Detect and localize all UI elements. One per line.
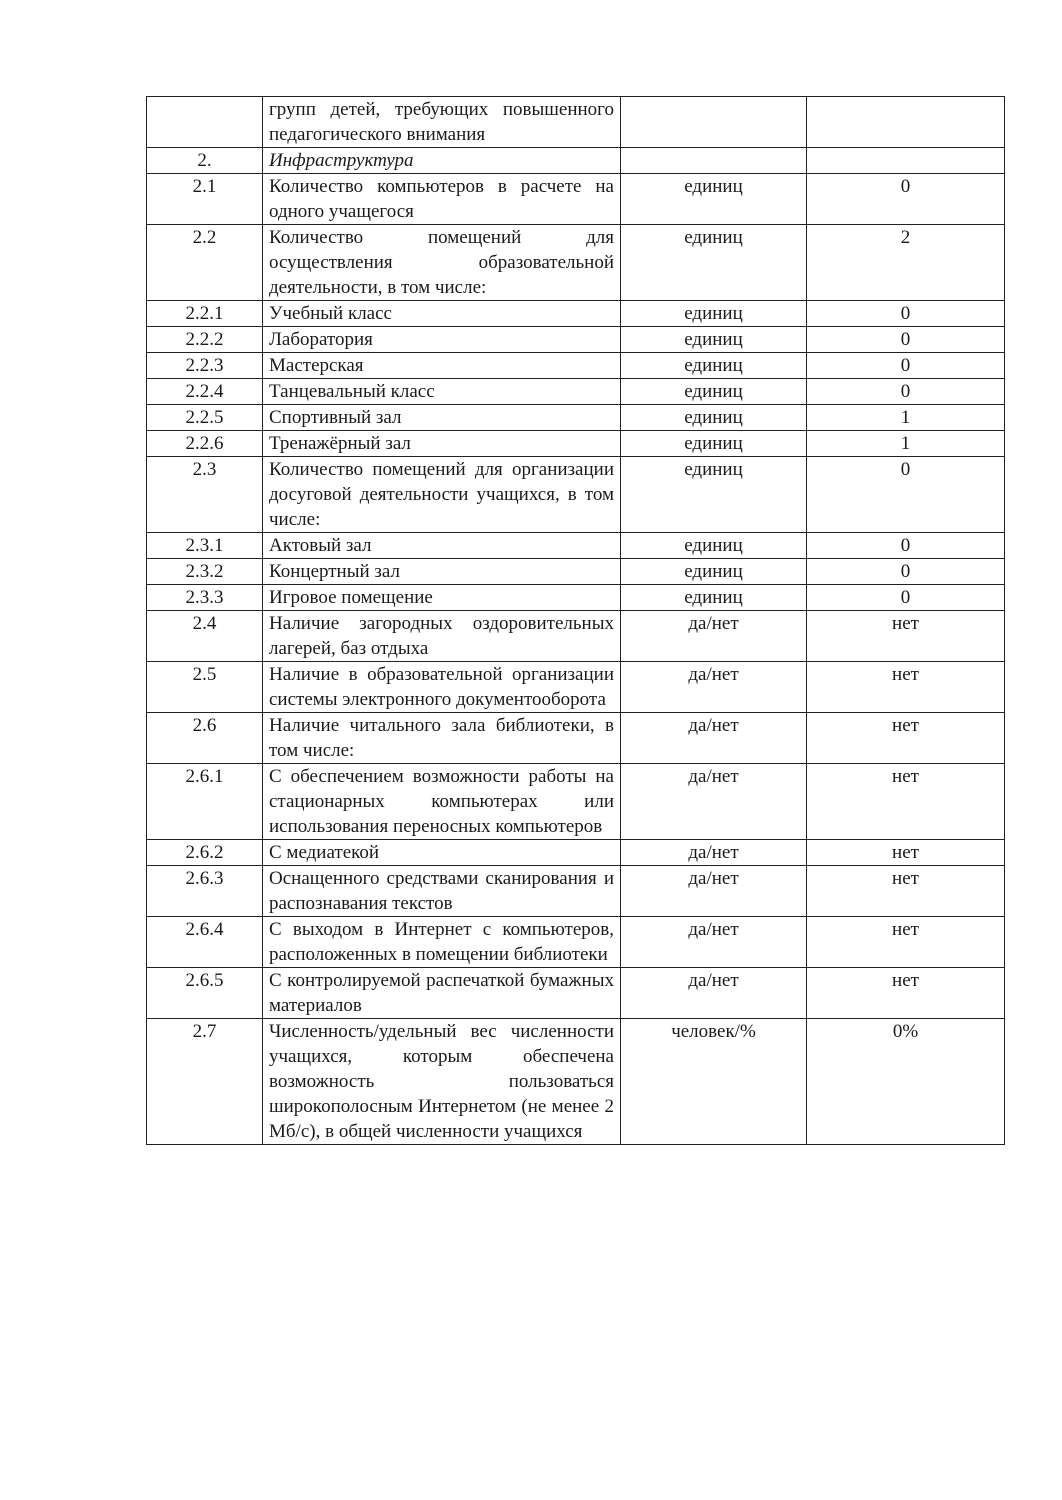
table-row [147,968,1005,1019]
row-unit: единиц [621,585,807,611]
table-body [147,97,1005,1145]
row-unit: единиц [621,353,807,379]
row-value: нет [807,968,1005,1019]
row-unit: человек/% [621,1019,807,1145]
row-unit: единиц [621,225,807,301]
row-number: 2.6.5 [147,968,263,1019]
row-number: 2.6.2 [147,840,263,866]
table-row [147,764,1005,840]
row-value: нет [807,840,1005,866]
row-value: 0% [807,1019,1005,1145]
row-unit: да/нет [621,764,807,840]
row-unit: да/нет [621,840,807,866]
table-row [147,866,1005,917]
table-row [147,662,1005,713]
row-description: Наличие читального зала библиотеки, в том числе: [263,713,621,764]
row-description: Игровое помещение [263,585,621,611]
row-description: С контролируемой распечаткой бумажных материалов [263,968,621,1019]
row-value [807,97,1005,148]
row-value: нет [807,866,1005,917]
row-unit: единиц [621,327,807,353]
row-description: Танцевальный класс [263,379,621,405]
row-number: 2.6.1 [147,764,263,840]
table-row [147,97,1005,148]
row-unit: да/нет [621,713,807,764]
row-unit [621,97,807,148]
row-value: 0 [807,533,1005,559]
row-unit: да/нет [621,917,807,968]
row-value: 0 [807,174,1005,225]
row-number: 2.3.1 [147,533,263,559]
row-description: Концертный зал [263,559,621,585]
row-description: Численность/удельный вес численности учащихся, которым обеспечена возможность пользоваться широкополосным Интернетом (не менее 2 Мб/с), в общей численности учащихся [263,1019,621,1145]
table-row [147,301,1005,327]
row-description: С медиатекой [263,840,621,866]
row-number: 2.1 [147,174,263,225]
row-unit: единиц [621,174,807,225]
row-value: 2 [807,225,1005,301]
row-description: Наличие загородных оздоровительных лагерей, баз отдыха [263,611,621,662]
row-value: 1 [807,405,1005,431]
row-unit: да/нет [621,968,807,1019]
table-row [147,379,1005,405]
row-value: 0 [807,301,1005,327]
row-unit: единиц [621,533,807,559]
row-value: нет [807,713,1005,764]
row-number: 2.5 [147,662,263,713]
row-unit: единиц [621,405,807,431]
row-number: 2.3.3 [147,585,263,611]
row-description: Учебный класс [263,301,621,327]
table-row [147,174,1005,225]
row-value: нет [807,764,1005,840]
table-row [147,148,1005,174]
row-number: 2.2.3 [147,353,263,379]
row-number: 2.2.6 [147,431,263,457]
row-description: Наличие в образовательной организации системы электронного документооборота [263,662,621,713]
row-description: групп детей, требующих повышенного педагогического внимания [263,97,621,148]
row-description: Мастерская [263,353,621,379]
row-number: 2. [147,148,263,174]
row-number: 2.6 [147,713,263,764]
row-value: нет [807,662,1005,713]
infrastructure-table [146,96,1005,1145]
row-value: 0 [807,457,1005,533]
row-description: Лаборатория [263,327,621,353]
row-number: 2.4 [147,611,263,662]
table-row [147,611,1005,662]
table-row [147,327,1005,353]
row-value: нет [807,611,1005,662]
row-description: С выходом в Интернет с компьютеров, расположенных в помещении библиотеки [263,917,621,968]
row-description: Тренажёрный зал [263,431,621,457]
row-description: Количество помещений для организации досуговой деятельности учащихся, в том числе: [263,457,621,533]
table-row [147,713,1005,764]
row-unit [621,148,807,174]
table-row [147,353,1005,379]
row-description: Количество компьютеров в расчете на одного учащегося [263,174,621,225]
table-row [147,405,1005,431]
row-value: 0 [807,327,1005,353]
row-number: 2.3.2 [147,559,263,585]
row-description: Оснащенного средствами сканирования и распознавания текстов [263,866,621,917]
row-number [147,97,263,148]
row-number: 2.6.3 [147,866,263,917]
table-row [147,585,1005,611]
row-value [807,148,1005,174]
table-row [147,431,1005,457]
row-number: 2.2.5 [147,405,263,431]
row-number: 2.2 [147,225,263,301]
row-unit: единиц [621,559,807,585]
row-number: 2.3 [147,457,263,533]
table-row [147,917,1005,968]
row-value: 0 [807,379,1005,405]
row-unit: да/нет [621,611,807,662]
row-number: 2.7 [147,1019,263,1145]
row-unit: единиц [621,301,807,327]
row-description: Актовый зал [263,533,621,559]
table-row [147,225,1005,301]
row-number: 2.2.1 [147,301,263,327]
row-description: С обеспечением возможности работы на стационарных компьютерах или использования переносных компьютеров [263,764,621,840]
row-value: 0 [807,559,1005,585]
row-unit: единиц [621,457,807,533]
table-row [147,559,1005,585]
row-number: 2.2.4 [147,379,263,405]
row-unit: единиц [621,431,807,457]
row-unit: да/нет [621,662,807,713]
row-number: 2.2.2 [147,327,263,353]
row-description: Спортивный зал [263,405,621,431]
row-description: Количество помещений для осуществления образовательной деятельности, в том числе: [263,225,621,301]
table-row [147,840,1005,866]
row-description: Инфраструктура [263,148,621,174]
row-unit: да/нет [621,866,807,917]
row-value: нет [807,917,1005,968]
row-unit: единиц [621,379,807,405]
row-value: 0 [807,353,1005,379]
row-number: 2.6.4 [147,917,263,968]
row-value: 0 [807,585,1005,611]
table-row [147,533,1005,559]
table-row [147,457,1005,533]
table-row [147,1019,1005,1145]
row-value: 1 [807,431,1005,457]
